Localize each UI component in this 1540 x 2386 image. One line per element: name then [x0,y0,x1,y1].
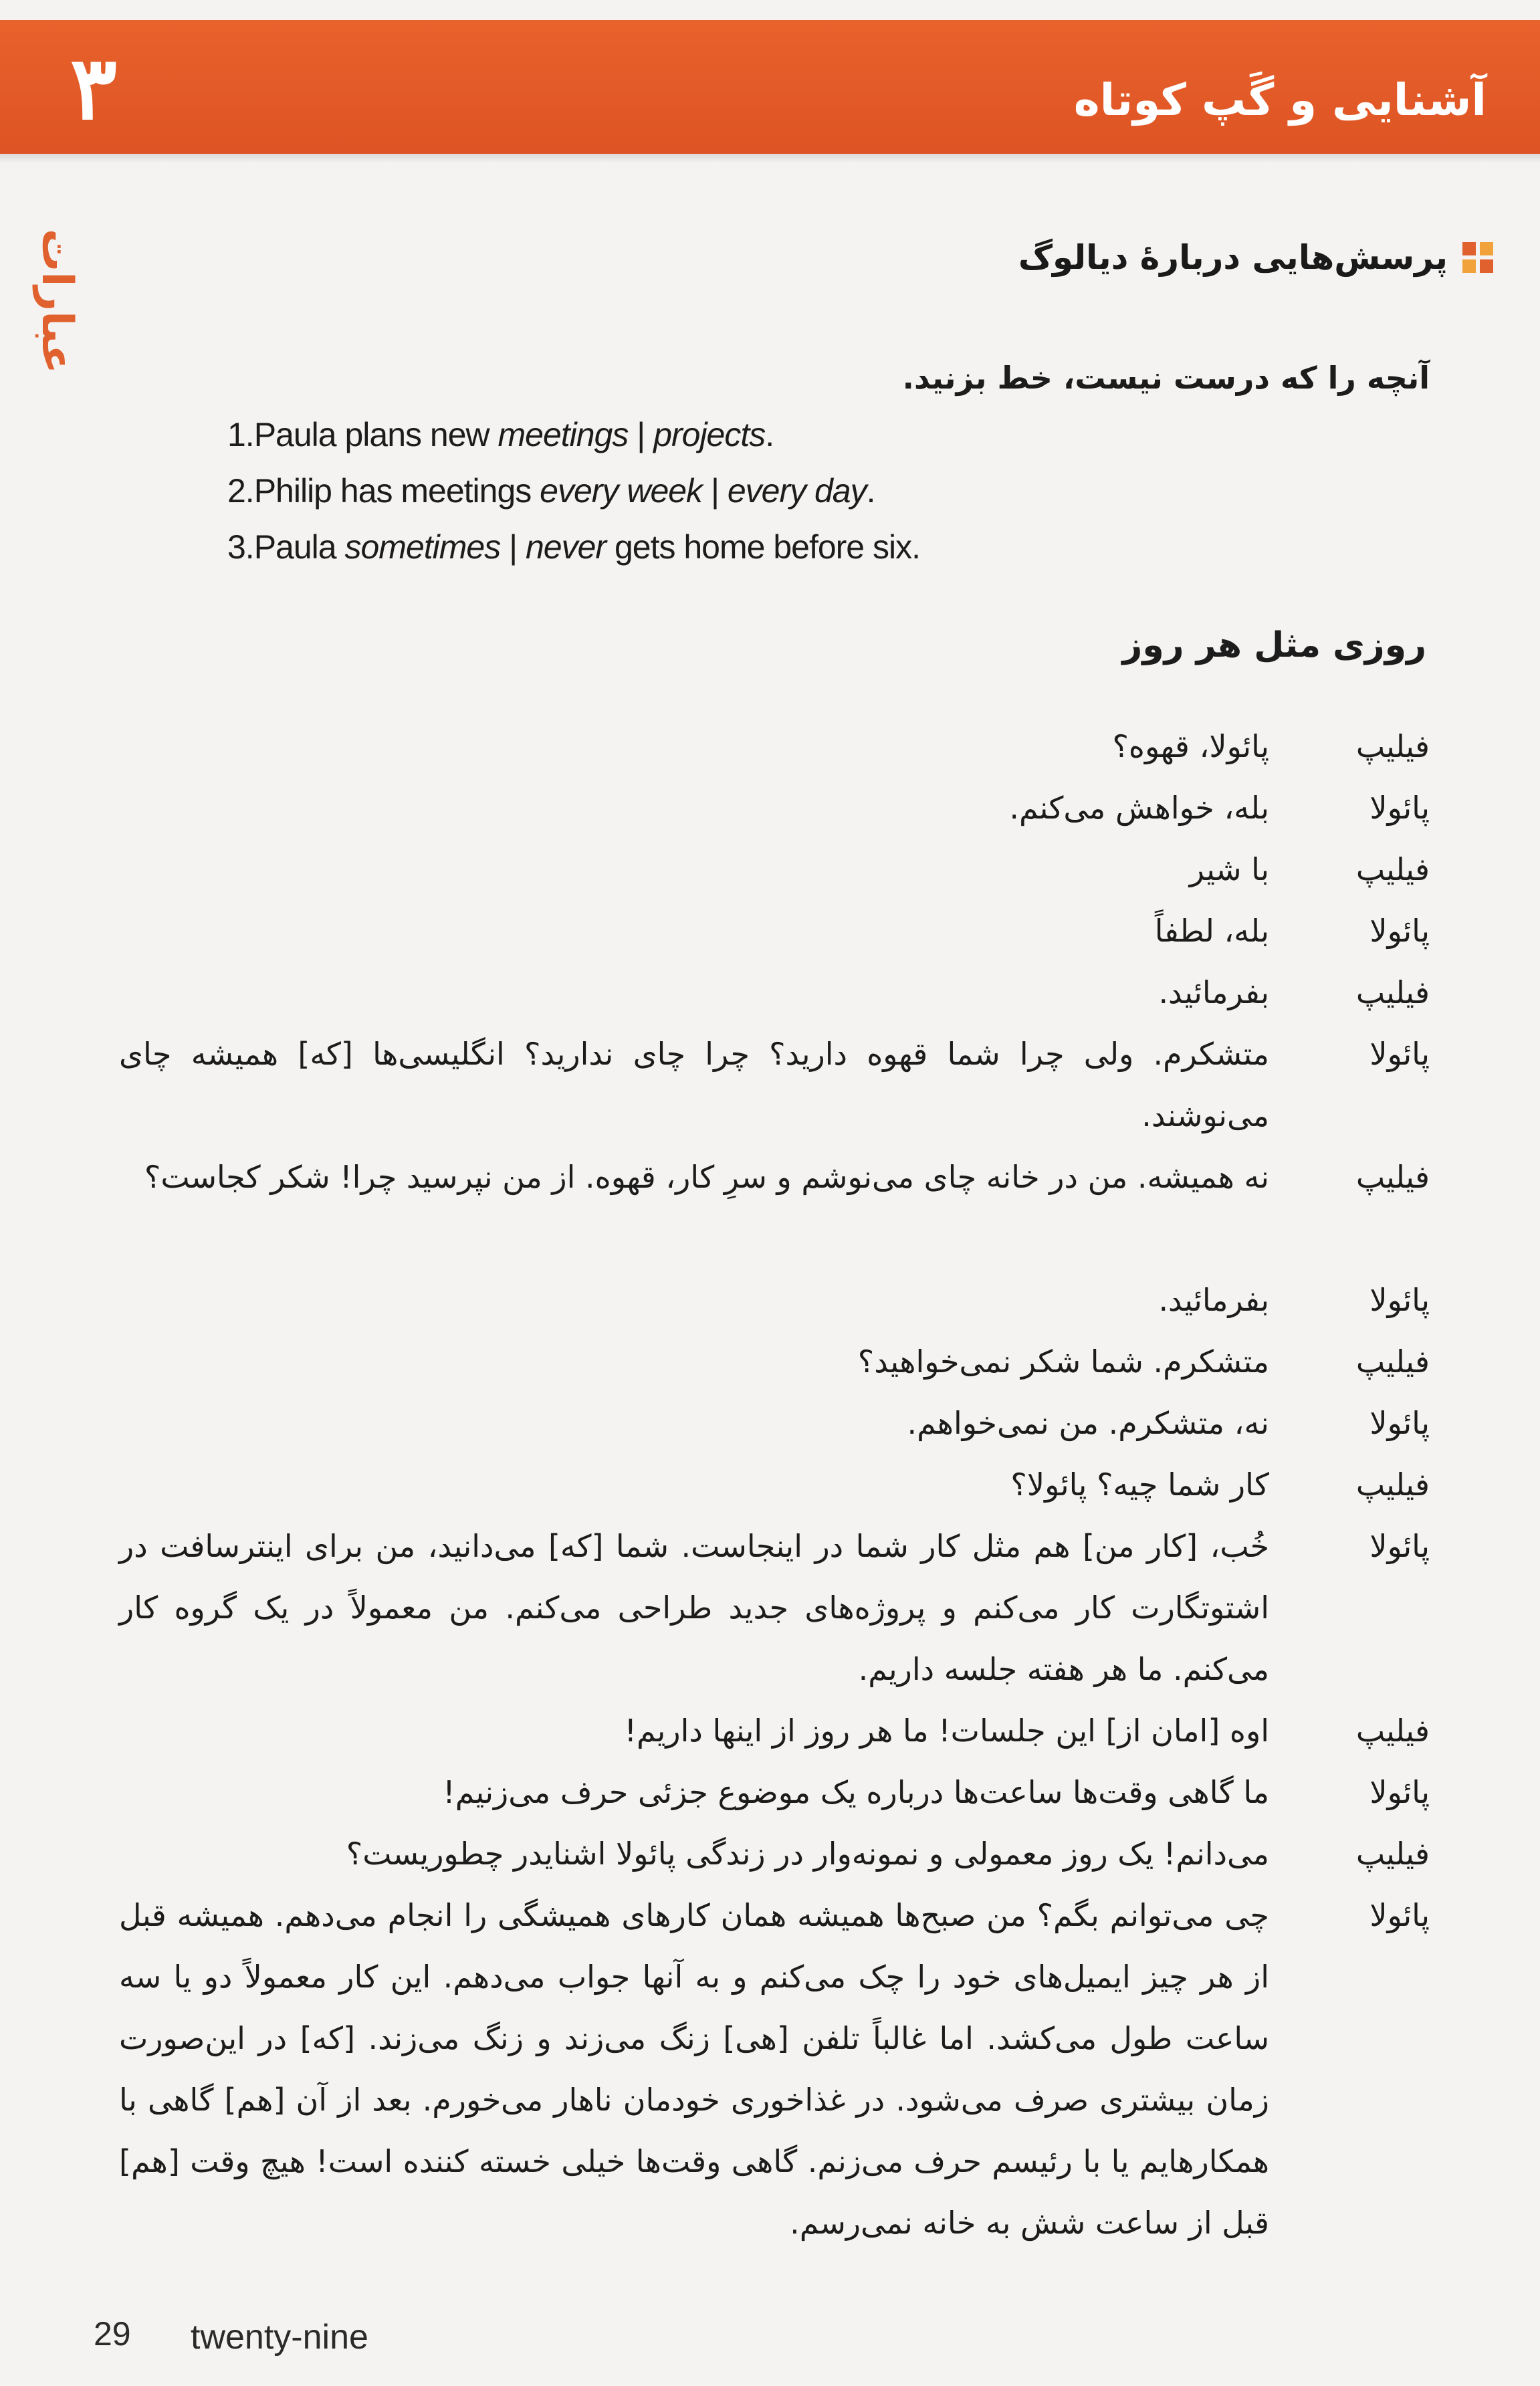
dialogue-speaker: پائولا [1369,1036,1430,1072]
dialogue-speaker: فیلیپ [1355,1713,1430,1749]
dialogue-speaker: پائولا [1369,1774,1430,1810]
dialogue-line: متشکرم. ولی چرا شما قهوه دارید؟ چرا چای ندارید؟ انگلیسی‌ها [که] همیشه چای می‌نوشند. [119,1036,1269,1133]
dialogue-line: بله، لطفاً [1154,913,1269,949]
question-item: 3.Paula sometimes | never gets home before six. [227,528,920,566]
dialogue-line: خُب، [کار من] هم مثل کار شما در اینجاست. شما [که] می‌دانید، من برای اینترسافت در اشتوتگارت کار می‌کنم و پروژه‌های جدید طراحی می‌کنم. من معمولاً در یک گروه کار می‌کنم. ما هر هفته جلسه داریم. [119,1528,1269,1687]
dialogue-speaker: فیلیپ [1355,728,1430,764]
dialogue-line: بله، خواهش می‌کنم. [1009,790,1269,826]
dialogue-line: کار شما چیه؟ پائولا؟ [1010,1467,1269,1503]
dialogue-line: ما گاهی وقت‌ها ساعت‌ها درباره یک موضوع جزئی حرف می‌زنیم! [443,1774,1269,1810]
question-item: 2.Philip has meetings every week | every day. [227,472,875,510]
option-b[interactable]: every day [727,472,867,510]
dialogue-speaker: پائولا [1369,1897,1430,1933]
dialogue-line: می‌دانم! یک روز معمولی و نمونه‌وار در زندگی پائولا اشنایدر چطوریست؟ [346,1836,1269,1872]
chapter-header [0,20,1540,154]
dialogue-speaker: پائولا [1369,913,1430,949]
dialogue-speaker: فیلیپ [1355,1343,1430,1380]
dialogue-speaker: پائولا [1369,1405,1430,1441]
dialogue-speaker: فیلیپ [1355,974,1430,1010]
dialogue-line: پائولا، قهوه؟ [1112,728,1269,764]
question-list [227,407,1164,575]
section-heading-text: پرسش‌هایی دربارهٔ دیالوگ [1018,238,1448,277]
option-a[interactable]: meetings [498,416,629,453]
dialogue-speaker: پائولا [1369,1282,1430,1318]
squares-icon [1462,242,1493,273]
dialogue-line: نه، متشکرم. من نمی‌خواهم. [907,1405,1269,1441]
option-a[interactable]: every week [540,472,703,510]
dialogue-speaker: پائولا [1369,790,1430,826]
dialogue-line: بفرمائید. [1158,1282,1269,1318]
dialogue-line: نه همیشه. من در خانه چای می‌نوشم و سرِ کار، قهوه. از من نپرسید چرا! شکر کجاست؟ [144,1159,1269,1195]
dialogue-line: چی می‌توانم بگم؟ من صبح‌ها همیشه همان کارهای همیشگی را انجام می‌دهم. همیشه قبل از هر چیز ایمیل‌های خود را چک می‌کنم و به آنها جواب می‌دهم. این کار معمولاً دو یا سه ساعت طول می‌کشد. اما غالباً تلفن [هی] زنگ می‌زند و زنگ می‌زند. [که] در این‌صورت زمان بیشتری صرف می‌شود. در غذاخوری خودمان ناهار می‌خورم. بعد از آن [هم] گاهی با همکارهایم یا با رئیسم حرف می‌زنم. گاهی وقت‌ها خیلی خسته کننده است! هیچ وقت [هم] قبل از ساعت شش به خانه نمی‌رسم. [119,1897,1269,2241]
dialogue-speaker: پائولا [1369,1528,1430,1564]
dialogue-line: بفرمائید. [1158,974,1269,1010]
dialogue-title: روزی مثل هر روز [1122,625,1426,665]
dialogue-speaker: فیلیپ [1355,1159,1430,1195]
header-shadow [0,154,1540,163]
chapter-number: ۳ [70,37,117,139]
dialogue-line: متشکرم. شما شکر نمی‌خواهید؟ [857,1343,1269,1380]
dialogue-speaker: فیلیپ [1355,1836,1430,1872]
dialogue-speaker: فیلیپ [1355,851,1430,887]
dialogue-speaker: فیلیپ [1355,1467,1430,1503]
section-heading [557,231,1493,284]
chapter-title: آشنایی و گَپ کوتاه [1073,74,1487,126]
option-b[interactable]: never [526,528,607,566]
exercise-instruction: آنچه را که درست نیست، خط بزنید. [902,360,1430,396]
side-tab-label: عبارات [32,228,82,374]
dialogue-line: اوه [امان از] این جلسات! ما هر روز از اینها داریم! [624,1713,1269,1749]
dialogue-line: با شیر [1189,851,1269,887]
option-b[interactable]: projects [653,416,766,453]
page-number: 29 [94,2315,131,2353]
page-number-words: twenty-nine [191,2318,368,2357]
option-a[interactable]: sometimes [344,528,501,566]
question-item: 1.Paula plans new meetings | projects. [227,416,774,453]
